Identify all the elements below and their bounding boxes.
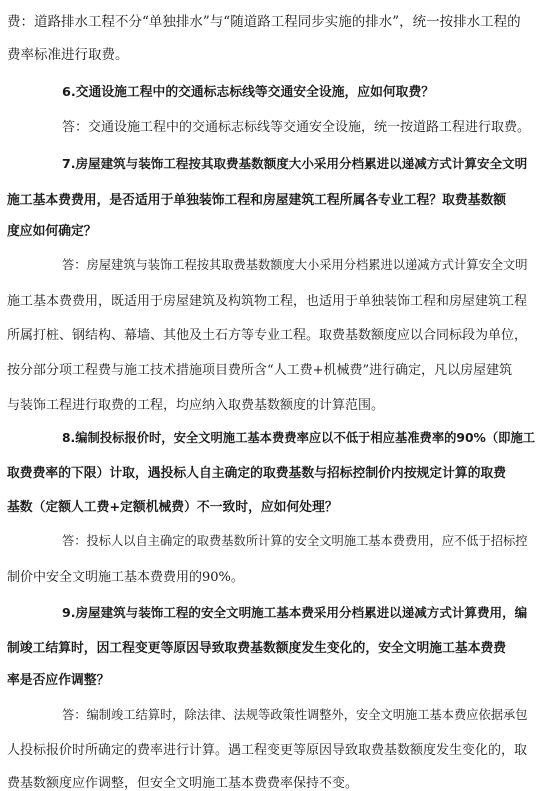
question-line: 6.交通设施工程中的交通标志标线等交通安全设施，应如何取费？ xyxy=(62,85,435,100)
answer-line: 费基数额度应作调整，但安全文明施工基本费费率保持不变。 xyxy=(7,776,359,791)
answer-line: 按分部分项工程费与施工技术措施项目费所含“人工费+机械费”进行确定，凡以房屋建筑 xyxy=(7,363,513,378)
answer-line: 答：交通设施工程中的交通标志标线等交通安全设施，统一按道路工程进行取费。 xyxy=(62,120,531,135)
text-line: 费：道路排水工程不分“单独排水”与“随道路工程同步实施的排水”，统一按排水工程的 xyxy=(7,14,521,30)
text-line: 费率标准进行取费。 xyxy=(7,47,129,63)
answer-line: 答：房屋建筑与装饰工程按其取费基数额度大小采用分档累进以递减方式计算安全文明 xyxy=(62,258,528,272)
answer-line: 人投标报价时所确定的费率进行计算。遇工程变更等原因导致取费基数额度发生变化的，取 xyxy=(7,743,528,758)
answer-line: 与装饰工程进行取费的工程，均应纳入取费基数额度的计算范围。 xyxy=(7,398,385,413)
answer-line: 答：编制竣工结算时，除法律、法规等政策性调整外，安全文明施工基本费应依据承包 xyxy=(62,708,528,722)
question-line: 施工基本费费用，是否适用于单独装饰工程和房屋建筑工程所属各专业工程？取费基数额 xyxy=(7,193,507,208)
answer-line: 制价中安全文明施工基本费费用的90%。 xyxy=(7,570,244,585)
answer-line: 施工基本费费用，既适用于房屋建筑及构筑物工程，也适用于单独装饰工程和房屋建筑工程 xyxy=(7,294,528,309)
question-line: 率是否应作调整？ xyxy=(7,673,110,688)
question-line: 8.编制投标报价时，安全文明施工基本费费率应以不低于相应基准费率的90%（即施工 xyxy=(62,431,536,445)
answer-line: 所属打桩、钢结构、幕墙、其他及土石方等专业工程。取费基数额度应以合同标段为单位， xyxy=(7,328,528,343)
question-line: 制竣工结算时，因工程变更等原因导致取费基数额度发生变化的，安全文明施工基本费费 xyxy=(7,641,507,656)
question-line: 基数（定额人工费+定额机械费）不一致时，应如何处理？ xyxy=(7,500,338,515)
question-line: 9.房屋建筑与装饰工程的安全文明施工基本费采用分档累进以递减方式计算费用，编 xyxy=(62,605,528,620)
question-line: 度应如何确定？ xyxy=(7,224,97,239)
answer-line: 答：投标人以自主确定的取费基数所计算的安全文明施工基本费费用，应不低于招标控 xyxy=(62,534,528,548)
question-line: 取费费率的下限）计取，遇投标人自主确定的取费基数与招标控制价内按规定计算的取费 xyxy=(7,466,507,481)
question-line: 7.房屋建筑与装饰工程按其取费基数额度大小采用分档累进以递减方式计算安全文明 xyxy=(62,156,528,171)
